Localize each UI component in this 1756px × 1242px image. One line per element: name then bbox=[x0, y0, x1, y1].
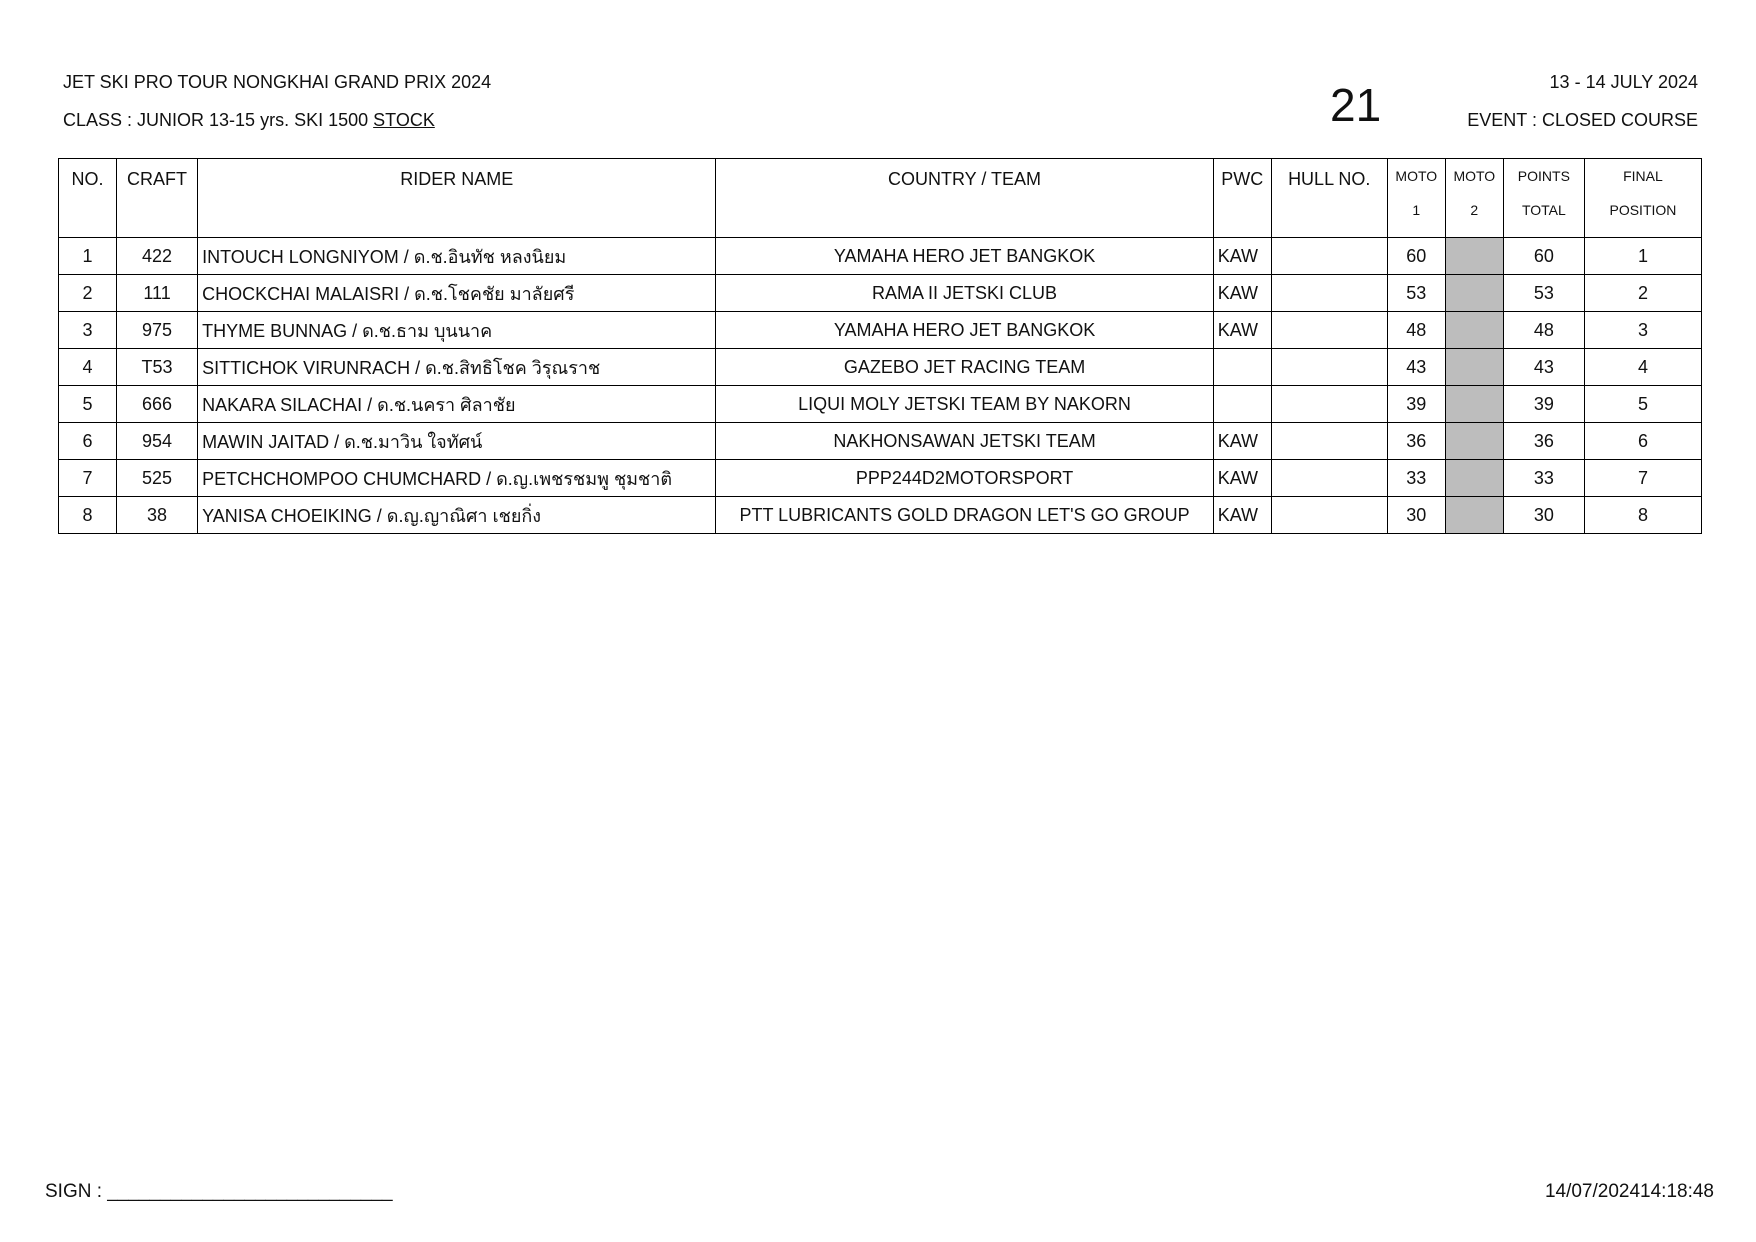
cell-moto2 bbox=[1445, 386, 1503, 423]
cell-points: 53 bbox=[1503, 275, 1584, 312]
moto1-line2: 1 bbox=[1412, 202, 1421, 218]
col-header-rider: RIDER NAME bbox=[198, 159, 716, 238]
event-dates: 13 - 14 JULY 2024 bbox=[1549, 72, 1698, 92]
table-row bbox=[59, 423, 1702, 460]
cell-no: 7 bbox=[59, 460, 117, 497]
cell-craft: T53 bbox=[117, 349, 198, 386]
table-row bbox=[59, 275, 1702, 312]
cell-hull bbox=[1271, 238, 1387, 275]
moto1-line1: MOTO bbox=[1395, 168, 1438, 184]
signature-line: SIGN : ___________________________ bbox=[45, 1181, 393, 1202]
cell-team: NAKHONSAWAN JETSKI TEAM bbox=[716, 423, 1213, 460]
cell-moto2 bbox=[1445, 238, 1503, 275]
points-line1: POINTS bbox=[1517, 168, 1570, 184]
cell-craft: 954 bbox=[117, 423, 198, 460]
cell-team: YAMAHA HERO JET BANGKOK bbox=[716, 312, 1213, 349]
cell-hull bbox=[1271, 386, 1387, 423]
cell-pwc: KAW bbox=[1213, 497, 1271, 534]
cell-points: 60 bbox=[1503, 238, 1584, 275]
cell-rider: INTOUCH LONGNIYOM / ด.ช.อินทัช หลงนิยม bbox=[198, 238, 716, 275]
table-row bbox=[59, 238, 1702, 275]
cell-team: GAZEBO JET RACING TEAM bbox=[716, 349, 1213, 386]
event-type: EVENT : CLOSED COURSE bbox=[1467, 110, 1698, 130]
cell-final: 2 bbox=[1584, 275, 1701, 312]
cell-no: 6 bbox=[59, 423, 117, 460]
cell-points: 33 bbox=[1503, 460, 1584, 497]
cell-final: 7 bbox=[1584, 460, 1701, 497]
col-header-team: COUNTRY / TEAM bbox=[716, 159, 1213, 238]
cell-final: 6 bbox=[1584, 423, 1701, 460]
cell-team: PTT LUBRICANTS GOLD DRAGON LET'S GO GROUP bbox=[716, 497, 1213, 534]
cell-rider: PETCHCHOMPOO CHUMCHARD / ด.ญ.เพชรชมพู ชุมชาติ bbox=[198, 460, 716, 497]
col-header-final bbox=[1584, 159, 1701, 238]
cell-pwc: KAW bbox=[1213, 312, 1271, 349]
cell-moto1: 30 bbox=[1387, 497, 1445, 534]
table-row bbox=[59, 312, 1702, 349]
cell-craft: 975 bbox=[117, 312, 198, 349]
cell-craft: 422 bbox=[117, 238, 198, 275]
cell-final: 8 bbox=[1584, 497, 1701, 534]
cell-moto2 bbox=[1445, 423, 1503, 460]
cell-pwc: KAW bbox=[1213, 423, 1271, 460]
cell-points: 30 bbox=[1503, 497, 1584, 534]
cell-craft: 38 bbox=[117, 497, 198, 534]
cell-hull bbox=[1271, 349, 1387, 386]
cell-no: 4 bbox=[59, 349, 117, 386]
cell-points: 39 bbox=[1503, 386, 1584, 423]
cell-team: PPP244D2MOTORSPORT bbox=[716, 460, 1213, 497]
cell-rider: NAKARA SILACHAI / ด.ช.นครา ศิลาชัย bbox=[198, 386, 716, 423]
col-header-no: NO. bbox=[59, 159, 117, 238]
cell-rider: YANISA CHOEIKING / ด.ญ.ญาณิศา เชยกิ่ง bbox=[198, 497, 716, 534]
cell-points: 36 bbox=[1503, 423, 1584, 460]
table-row bbox=[59, 497, 1702, 534]
col-header-moto1 bbox=[1387, 159, 1445, 238]
cell-no: 3 bbox=[59, 312, 117, 349]
cell-hull bbox=[1271, 423, 1387, 460]
moto2-line1: MOTO bbox=[1453, 168, 1496, 184]
cell-moto2 bbox=[1445, 312, 1503, 349]
print-timestamp: 14/07/202414:18:48 bbox=[1544, 1181, 1714, 1202]
cell-rider: THYME BUNNAG / ด.ช.ธาม บุนนาค bbox=[198, 312, 716, 349]
cell-moto1: 43 bbox=[1387, 349, 1445, 386]
col-header-moto2 bbox=[1445, 159, 1503, 238]
cell-no: 1 bbox=[59, 238, 117, 275]
final-line2: POSITION bbox=[1609, 202, 1677, 218]
cell-points: 43 bbox=[1503, 349, 1584, 386]
cell-craft: 111 bbox=[117, 275, 198, 312]
cell-points: 48 bbox=[1503, 312, 1584, 349]
cell-no: 8 bbox=[59, 497, 117, 534]
cell-craft: 525 bbox=[117, 460, 198, 497]
cell-moto1: 33 bbox=[1387, 460, 1445, 497]
cell-final: 1 bbox=[1584, 238, 1701, 275]
results-table bbox=[58, 158, 1702, 534]
class-number: 21 bbox=[1330, 79, 1382, 131]
cell-pwc: KAW bbox=[1213, 275, 1271, 312]
table-row bbox=[59, 460, 1702, 497]
cell-moto2 bbox=[1445, 275, 1503, 312]
cell-pwc: KAW bbox=[1213, 460, 1271, 497]
cell-moto2 bbox=[1445, 349, 1503, 386]
table-header-row bbox=[59, 159, 1702, 238]
cell-team: RAMA II JETSKI CLUB bbox=[716, 275, 1213, 312]
cell-hull bbox=[1271, 460, 1387, 497]
col-header-points bbox=[1503, 159, 1584, 238]
class-stock-label: STOCK bbox=[373, 110, 435, 130]
cell-pwc bbox=[1213, 349, 1271, 386]
final-line1: FINAL bbox=[1623, 168, 1663, 184]
cell-final: 3 bbox=[1584, 312, 1701, 349]
cell-moto2 bbox=[1445, 460, 1503, 497]
cell-rider: MAWIN JAITAD / ด.ช.มาวิน ใจทัศน์ bbox=[198, 423, 716, 460]
cell-rider: CHOCKCHAI MALAISRI / ด.ช.โชคชัย มาลัยศรี bbox=[198, 275, 716, 312]
cell-no: 5 bbox=[59, 386, 117, 423]
cell-pwc bbox=[1213, 386, 1271, 423]
cell-moto1: 53 bbox=[1387, 275, 1445, 312]
cell-no: 2 bbox=[59, 275, 117, 312]
cell-moto2 bbox=[1445, 497, 1503, 534]
cell-moto1: 36 bbox=[1387, 423, 1445, 460]
cell-moto1: 39 bbox=[1387, 386, 1445, 423]
cell-moto1: 60 bbox=[1387, 238, 1445, 275]
cell-final: 5 bbox=[1584, 386, 1701, 423]
table-row bbox=[59, 349, 1702, 386]
document-title: JET SKI PRO TOUR NONGKHAI GRAND PRIX 2024 bbox=[63, 72, 492, 92]
cell-rider: SITTICHOK VIRUNRACH / ด.ช.สิทธิโชค วิรุณราช bbox=[198, 349, 716, 386]
class-description: CLASS : JUNIOR 13-15 yrs. SKI 1500 bbox=[63, 110, 369, 130]
col-header-hull: HULL NO. bbox=[1271, 159, 1387, 238]
cell-team: LIQUI MOLY JETSKI TEAM BY NAKORN bbox=[716, 386, 1213, 423]
col-header-craft: CRAFT bbox=[117, 159, 198, 238]
table-row bbox=[59, 386, 1702, 423]
cell-final: 4 bbox=[1584, 349, 1701, 386]
class-line bbox=[63, 110, 435, 131]
col-header-pwc: PWC bbox=[1213, 159, 1271, 238]
cell-pwc: KAW bbox=[1213, 238, 1271, 275]
cell-hull bbox=[1271, 312, 1387, 349]
moto2-line2: 2 bbox=[1470, 202, 1479, 218]
cell-craft: 666 bbox=[117, 386, 198, 423]
points-line2: TOTAL bbox=[1521, 202, 1566, 218]
cell-moto1: 48 bbox=[1387, 312, 1445, 349]
cell-team: YAMAHA HERO JET BANGKOK bbox=[716, 238, 1213, 275]
cell-hull bbox=[1271, 497, 1387, 534]
cell-hull bbox=[1271, 275, 1387, 312]
